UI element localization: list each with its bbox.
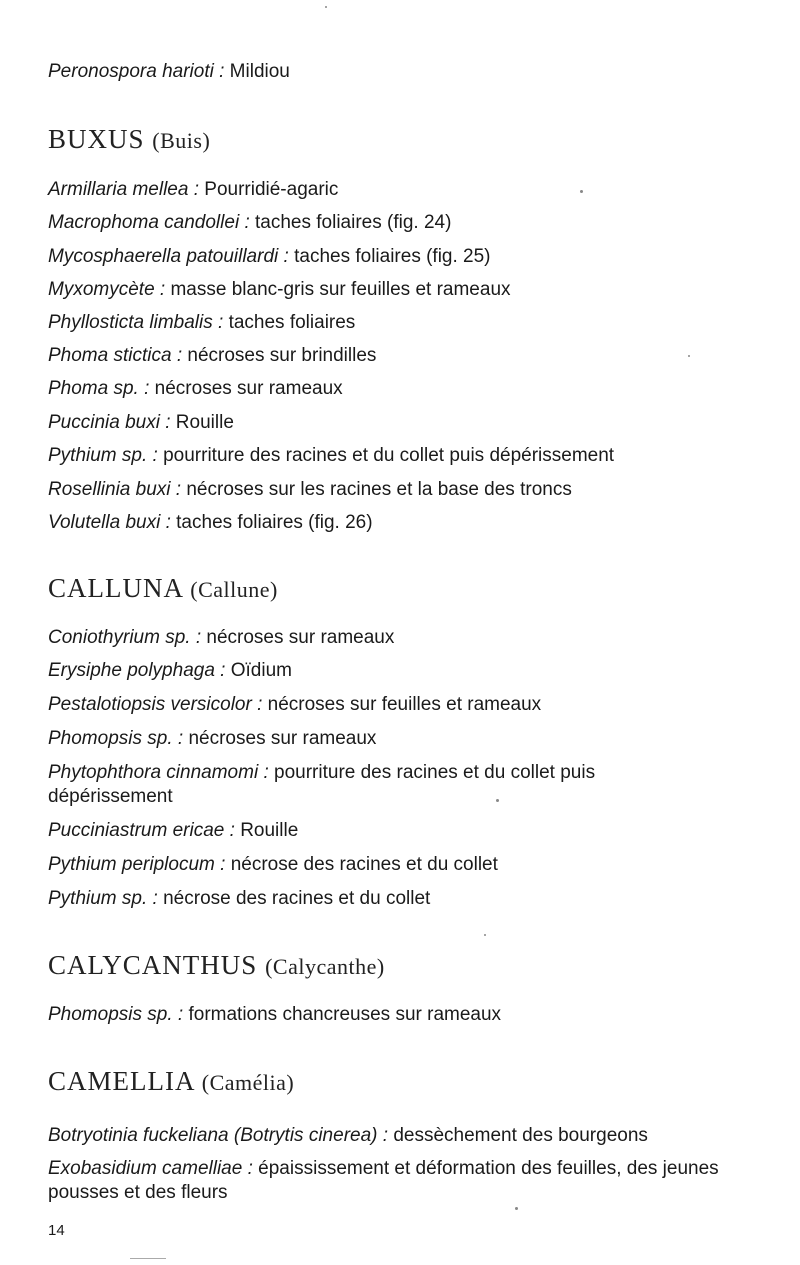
entry-myxomycete: Myxomycète : masse blanc-gris sur feuilles et rameaux	[48, 279, 511, 300]
scan-speck	[496, 799, 499, 802]
entry-rosellinia: Rosellinia buxi : nécroses sur les racines et la base des troncs	[48, 479, 572, 500]
entry-botryotinia: Botryotinia fuckeliana (Botrytis cinerea) : dessèchement des bourgeons	[48, 1125, 648, 1146]
entry-pythium-calluna: Pythium sp. : nécrose des racines et du collet	[48, 888, 431, 909]
entry-erysiphe: Erysiphe polyphaga : Oïdium	[48, 660, 292, 681]
section-heading-camellia: CAMELLIA (Camélia)	[48, 1066, 295, 1096]
entry-coniothyrium: Coniothyrium sp. : nécroses sur rameaux	[48, 627, 395, 648]
entry-phytophthora: Phytophthora cinnamomi : pourriture des racines et du collet puis dépérissement	[48, 762, 596, 807]
scan-speck	[580, 190, 583, 193]
entry-armillaria: Armillaria mellea : Pourridié-agaric	[48, 179, 339, 200]
entry-exobasidium: Exobasidium camelliae : épaississement et déformation des feuilles, des jeunes pousses et des fleurs	[48, 1158, 719, 1203]
section-heading-buxus: BUXUS (Buis)	[48, 124, 211, 154]
scan-speck	[484, 934, 486, 936]
scan-speck	[325, 6, 327, 8]
entry-pythium-buxus: Pythium sp. : pourriture des racines et du collet puis dépérissement	[48, 445, 615, 466]
entry-macrophoma: Macrophoma candollei : taches foliaires (fig. 24)	[48, 212, 452, 233]
entry-phoma-sp: Phoma sp. : nécroses sur rameaux	[48, 378, 343, 399]
scan-speck	[688, 355, 690, 357]
section-heading-calycanthus: CALYCANTHUS (Calycanthe)	[48, 950, 385, 980]
entry-pestalotiopsis: Pestalotiopsis versicolor : nécroses sur feuilles et rameaux	[48, 694, 542, 715]
scan-mark	[130, 1258, 166, 1259]
entry-phoma-stictica: Phoma stictica : nécroses sur brindilles	[48, 345, 377, 366]
entry-volutella: Volutella buxi : taches foliaires (fig. 26)	[48, 512, 373, 533]
entry-phomopsis-calluna: Phomopsis sp. : nécroses sur rameaux	[48, 728, 377, 749]
entry-peronospora: Peronospora harioti : Mildiou	[48, 61, 290, 82]
entry-pucciniastrum: Pucciniastrum ericae : Rouille	[48, 820, 299, 841]
page-number: 14	[48, 1222, 65, 1239]
entry-phyllosticta: Phyllosticta limbalis : taches foliaires	[48, 312, 356, 333]
entry-mycosphaerella: Mycosphaerella patouillardi : taches foliaires (fig. 25)	[48, 246, 491, 267]
entry-pythium-periplocum: Pythium periplocum : nécrose des racines et du collet	[48, 854, 498, 875]
section-heading-calluna: CALLUNA (Callune)	[48, 573, 278, 603]
entry-phomopsis-calycanthus: Phomopsis sp. : formations chancreuses sur rameaux	[48, 1004, 502, 1025]
entry-puccinia: Puccinia buxi : Rouille	[48, 412, 234, 433]
scan-speck	[515, 1207, 518, 1210]
